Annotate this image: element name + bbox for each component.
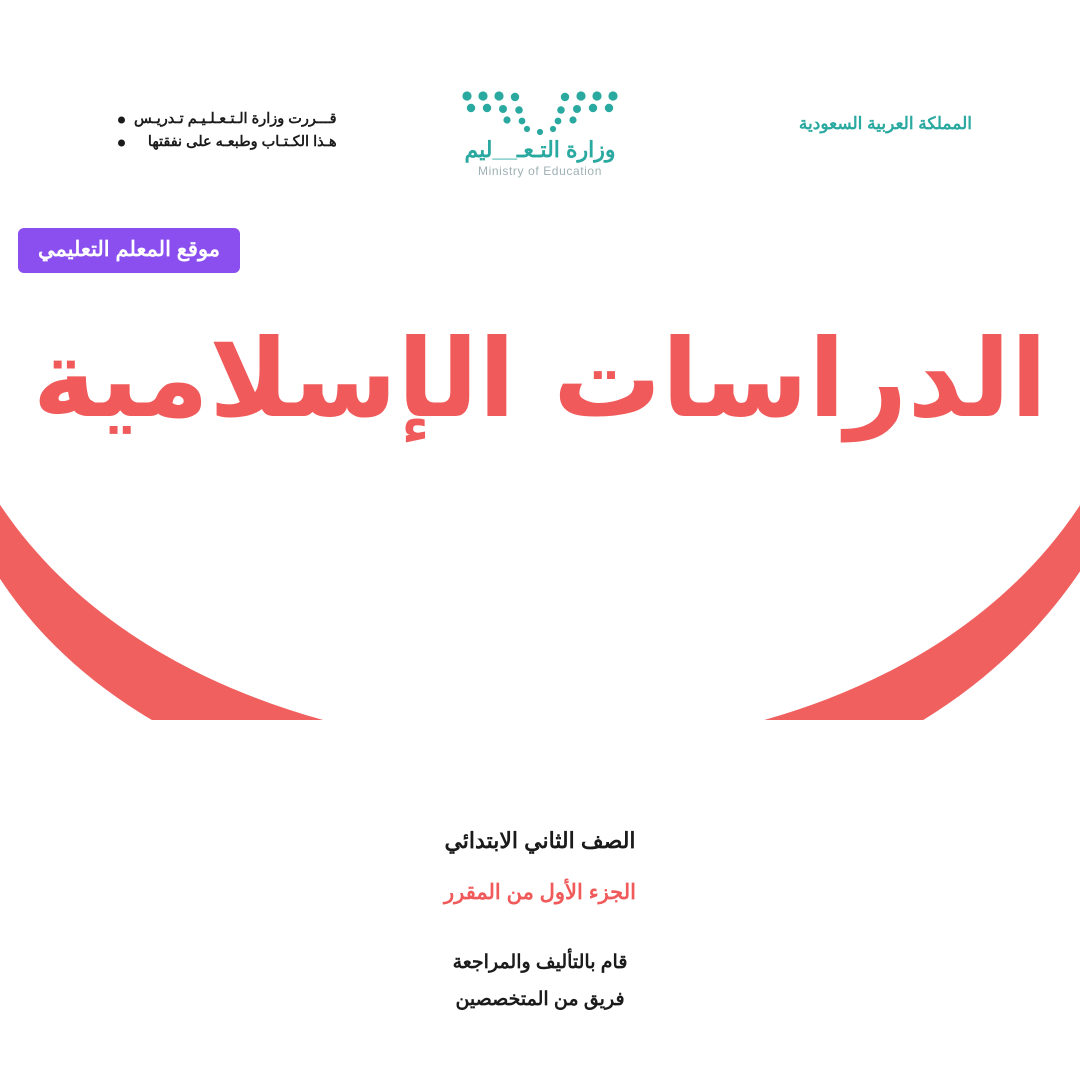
approval-note-line-1: قـــررت وزارة الـتـعـلـيـم تـدريـس bbox=[118, 108, 337, 131]
ministry-name-en: Ministry of Education bbox=[478, 164, 602, 179]
cover-meta bbox=[0, 828, 1080, 1011]
cover-header bbox=[0, 88, 1080, 208]
cover-title-wrap bbox=[0, 318, 1080, 442]
ministry-dots-logo bbox=[455, 88, 625, 136]
authorship-line-2: فريق من المتخصصين bbox=[455, 989, 625, 1010]
ministry-logo-block bbox=[425, 88, 655, 178]
book-title: الدراسات الإسلامية bbox=[32, 317, 1048, 442]
swoosh-shape bbox=[0, 420, 1080, 720]
ministry-name-ar: وزارة التـعـ__ليم bbox=[464, 137, 616, 162]
approval-note-line-2: هـذا الكـتـاب وطبعـه على نفقتها bbox=[118, 131, 337, 154]
kingdom-label: المملكة العربية السعودية bbox=[798, 114, 972, 133]
part-label: الجزء الأول من المقرر bbox=[444, 881, 636, 904]
authorship-line-1: قام بالتأليف والمراجعة bbox=[452, 952, 628, 973]
site-watermark-badge: موقع المعلم التعليمي bbox=[18, 228, 240, 273]
grade-label: الصف الثاني الابتدائي bbox=[444, 828, 636, 853]
approval-note bbox=[118, 108, 337, 154]
red-swoosh-decoration bbox=[0, 420, 1080, 720]
